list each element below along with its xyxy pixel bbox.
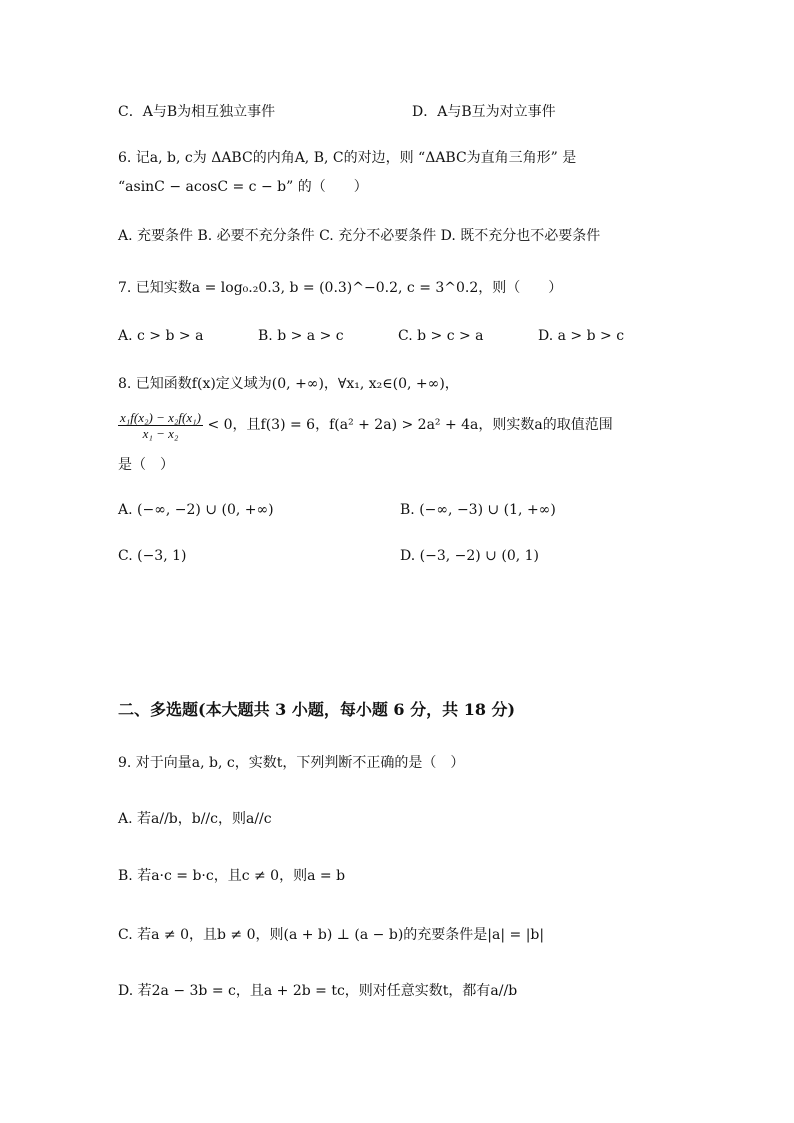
q8-option-b: B. (−∞, −3) ∪ (1, +∞) [400, 502, 556, 518]
q9-option-b: B. 若a·c = b·c，且c ≠ 0，则a = b [118, 868, 346, 884]
section-title-multiple-choice: 二、多选题(本大题共 3 小题，每小题 6 分，共 18 分) [118, 700, 516, 719]
q8-stem-line2-text: < 0，且f(3) = 6，f(a² + 2a) > 2a² + 4a，则实数a的取值范围 [207, 417, 613, 433]
q6-options: A. 充要条件 B. 必要不充分条件 C. 充分不必要条件 D. 既不充分也不必要条件 [118, 228, 601, 244]
q9-option-c: C. 若a ≠ 0，且b ≠ 0，则(a + b) ⊥ (a − b)的充要条件是|a| = |b| [118, 927, 545, 943]
q8-fraction-denominator: x₁ − x₂ [142, 425, 179, 441]
q5-option-d: D．A与B互为对立事件 [412, 104, 556, 120]
q9-option-a: A. 若a//b，b//c，则a//c [118, 811, 272, 827]
q7-stem: 7. 已知实数a = log₀.₂0.3, b = (0.3)^−0.2, c = 3^0.2，则（ ） [118, 280, 563, 296]
q8-option-d: D. (−3, −2) ∪ (0, 1) [400, 548, 539, 564]
q7-option-a: A. c > b > a [118, 328, 204, 344]
q9-option-d: D. 若2a − 3b = c，且a + 2b = tc，则对任意实数t，都有a//b [118, 983, 518, 999]
q7-option-b: B. b > a > c [258, 328, 344, 344]
q8-fraction-numerator: x₁f(x₂) − x₂f(x₁) [120, 409, 201, 425]
q8-stem-line3: 是（ ） [118, 457, 174, 473]
q7-option-c: C. b > c > a [398, 328, 484, 344]
q5-option-c: C．A与B为相互独立事件 [118, 104, 276, 120]
q8-option-a: A. (−∞, −2) ∪ (0, +∞) [118, 502, 274, 518]
q8-stem-line2 [118, 408, 613, 442]
q6-stem-line2: “asinC − acosC = c − b” 的（ ） [118, 179, 368, 195]
q8-fraction [118, 410, 203, 441]
q6-stem-line1: 6. 记a, b, c为 ΔABC的内角A, B, C的对边，则 “ΔABC为直角三角形” 是 [118, 150, 577, 166]
q7-option-d: D. a > b > c [538, 328, 625, 344]
q8-option-c: C. (−3, 1) [118, 548, 187, 564]
q9-stem: 9. 对于向量a, b, c，实数t，下列判断不正确的是（ ） [118, 755, 465, 771]
q8-stem-line1: 8. 已知函数f(x)定义域为(0, +∞)，∀x₁, x₂∈(0, +∞)， [118, 376, 459, 392]
